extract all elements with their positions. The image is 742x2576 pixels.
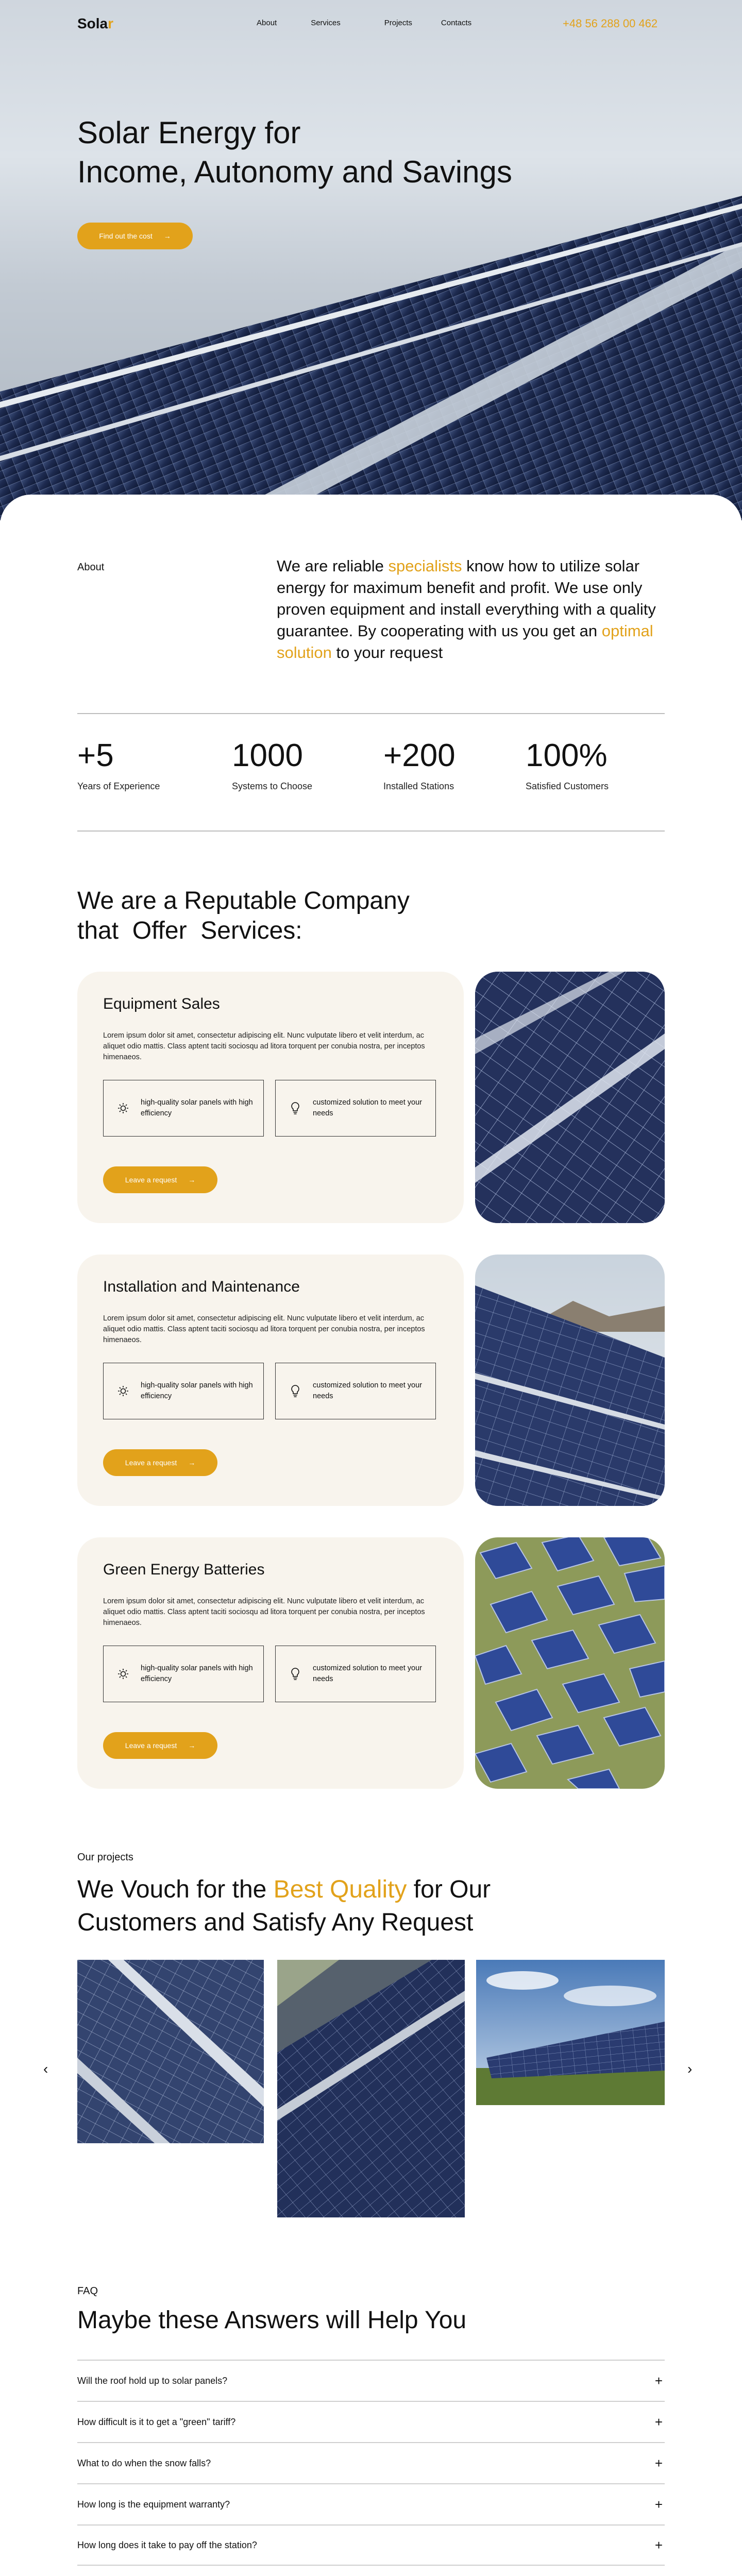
project-image-3[interactable]: [476, 1960, 665, 2105]
service-description: Lorem ipsum dolor sit amet, consectetur adipiscing elit. Nunc vulputate libero et velit interdum, ac aliquet odio mattis. Class aptent taciti sociosqu ad litora torquent per conubia nostra, per inceptos himenaeos.: [103, 1597, 425, 1627]
hero-title-line-1: Solar Energy for: [77, 115, 301, 150]
faq-question: What to do when the snow falls?: [77, 2458, 211, 2468]
services-title-line-1: We are a Reputable Company: [77, 887, 410, 914]
faq-item[interactable]: [77, 2483, 665, 2524]
divider: [77, 831, 665, 832]
faq-label: FAQ: [77, 2285, 98, 2297]
faq-item[interactable]: [77, 2524, 665, 2566]
stat-value: +5: [77, 738, 114, 773]
service-title: Green Energy Batteries: [103, 1561, 265, 1578]
plus-icon[interactable]: +: [654, 2372, 663, 2388]
faq-title: Maybe these Answers will Help You: [77, 2307, 467, 2334]
service-image-panels-closeup: [475, 972, 665, 1223]
service-image-panels-field: [475, 1255, 665, 1506]
plus-icon[interactable]: +: [654, 2414, 663, 2430]
logo-accent: r: [108, 15, 114, 31]
logo-text: Sola: [77, 15, 108, 31]
hero-title: [77, 113, 593, 192]
service-card: [77, 1255, 464, 1506]
projects-title: [77, 1873, 593, 1939]
feature-high-efficiency: [103, 1080, 264, 1137]
plus-icon[interactable]: +: [654, 2455, 663, 2471]
stat-value: +200: [383, 738, 456, 773]
sun-icon: [116, 1667, 130, 1681]
projects-label: Our projects: [77, 1852, 133, 1863]
plus-icon[interactable]: +: [654, 2537, 663, 2553]
find-cost-label: Find out the cost: [99, 232, 153, 240]
hero-section: [0, 0, 742, 520]
stat-value: 100%: [526, 738, 608, 773]
feature-text: high-quality solar panels with high efficiency: [141, 1664, 253, 1683]
feature-customized: [275, 1363, 436, 1419]
stat-systems: [232, 738, 312, 792]
about-highlight-specialists: specialists: [388, 557, 462, 575]
service-card: [77, 1537, 464, 1789]
leave-request-label: Leave a request: [125, 1459, 177, 1467]
sun-icon: [116, 1384, 130, 1398]
project-image-1[interactable]: [77, 1960, 264, 2143]
stat-years: [77, 738, 160, 792]
about-text-part: know how to utilize solar energy for maximum benefit and profit. We use only proven equipment and install everything with a quality guarantee. By cooperating with us you get an: [277, 557, 656, 640]
stat-stations: [383, 738, 456, 792]
about-text: [277, 555, 668, 664]
faq-question: How long does it take to pay off the station?: [77, 2539, 257, 2550]
logo[interactable]: [77, 15, 113, 32]
feature-customized: [275, 1646, 436, 1702]
arrow-right-icon: →: [188, 1741, 196, 1750]
nav-phone[interactable]: +48 56 288 00 462: [563, 17, 658, 30]
hero-title-line-2: Income, Autonomy and Savings: [77, 155, 512, 189]
stat-value: 1000: [232, 738, 303, 773]
lightbulb-icon: [288, 1384, 302, 1398]
service-title: Installation and Maintenance: [103, 1278, 300, 1295]
projects-title-part: for Our Customers and Satisfy Any Request: [77, 1876, 491, 1936]
service-equipment-sales: [77, 972, 665, 1223]
about-label: About: [77, 562, 105, 573]
lightbulb-icon: [288, 1667, 302, 1681]
stat-customers: [526, 738, 609, 792]
feature-customized: [275, 1080, 436, 1137]
faq-question: How long is the equipment warranty?: [77, 2499, 230, 2510]
about-section: [0, 495, 742, 886]
project-image-2[interactable]: [277, 1960, 465, 2217]
nav-links: [257, 19, 471, 27]
faq-question: How difficult is it to get a "green" tariff?: [77, 2416, 236, 2427]
faq-question: Will the roof hold up to solar panels?: [77, 2375, 228, 2386]
service-description: Lorem ipsum dolor sit amet, consectetur adipiscing elit. Nunc vulputate libero et velit interdum, ac aliquet odio mattis. Class aptent taciti sociosqu ad litora torquent per conubia nostra, per inceptos himenaeos.: [103, 1031, 425, 1061]
services-title-line-2: that Offer Services:: [77, 917, 302, 944]
faq-item[interactable]: [77, 2442, 665, 2483]
faq-item[interactable]: [77, 2401, 665, 2442]
find-cost-button[interactable]: [77, 223, 193, 249]
divider: [77, 713, 665, 714]
leave-request-label: Leave a request: [125, 1176, 177, 1184]
about-text-part: to your request: [331, 643, 443, 662]
service-installation-maintenance: [77, 1255, 665, 1506]
arrow-right-icon: →: [163, 232, 171, 240]
projects-title-highlight: Best Quality: [273, 1876, 407, 1903]
feature-text: customized solution to meet your needs: [313, 1664, 422, 1683]
faq-item[interactable]: [77, 2360, 665, 2401]
leave-request-label: Leave a request: [125, 1741, 177, 1750]
leave-request-button[interactable]: [103, 1166, 217, 1193]
services-title: [77, 886, 490, 946]
about-highlight-optimal: optimal solution: [277, 622, 653, 662]
projects-title-part: We Vouch for the: [77, 1876, 274, 1903]
feature-text: high-quality solar panels with high efficiency: [141, 1381, 253, 1400]
about-text-part: We are reliable: [277, 557, 389, 575]
leave-request-button[interactable]: [103, 1732, 217, 1759]
service-title: Equipment Sales: [103, 995, 220, 1012]
stat-label: Satisfied Customers: [526, 781, 609, 791]
arrow-right-icon: →: [188, 1176, 196, 1184]
stat-label: Years of Experience: [77, 781, 160, 791]
service-description: Lorem ipsum dolor sit amet, consectetur adipiscing elit. Nunc vulputate libero et velit interdum, ac aliquet odio mattis. Class aptent taciti sociosqu ad litora torquent per conubia nostra, per inceptos himenaeos.: [103, 1314, 425, 1344]
stat-label: Installed Stations: [383, 781, 454, 791]
sun-icon: [116, 1101, 130, 1115]
chevron-right-icon[interactable]: ›: [687, 2061, 693, 2077]
nav-link-projects[interactable]: Projects: [384, 19, 412, 27]
lightbulb-icon: [288, 1101, 302, 1115]
feature-text: high-quality solar panels with high efficiency: [141, 1098, 253, 1117]
arrow-right-icon: →: [188, 1459, 196, 1467]
feature-high-efficiency: [103, 1646, 264, 1702]
nav-link-about[interactable]: About: [257, 19, 277, 27]
feature-text: customized solution to meet your needs: [313, 1098, 422, 1117]
service-green-energy-batteries: [77, 1537, 665, 1789]
feature-text: customized solution to meet your needs: [313, 1381, 422, 1400]
leave-request-button[interactable]: [103, 1449, 217, 1476]
chevron-left-icon[interactable]: ‹: [43, 2061, 48, 2077]
nav-link-contacts[interactable]: Contacts: [441, 19, 472, 27]
nav-link-services[interactable]: Services: [311, 19, 341, 27]
stat-label: Systems to Choose: [232, 781, 313, 791]
top-navigation: [0, 0, 742, 46]
hero-solar-panels-image: [0, 0, 742, 520]
service-image-aerial-panels: [475, 1537, 665, 1789]
plus-icon[interactable]: +: [654, 2496, 663, 2512]
feature-high-efficiency: [103, 1363, 264, 1419]
service-card: [77, 972, 464, 1223]
